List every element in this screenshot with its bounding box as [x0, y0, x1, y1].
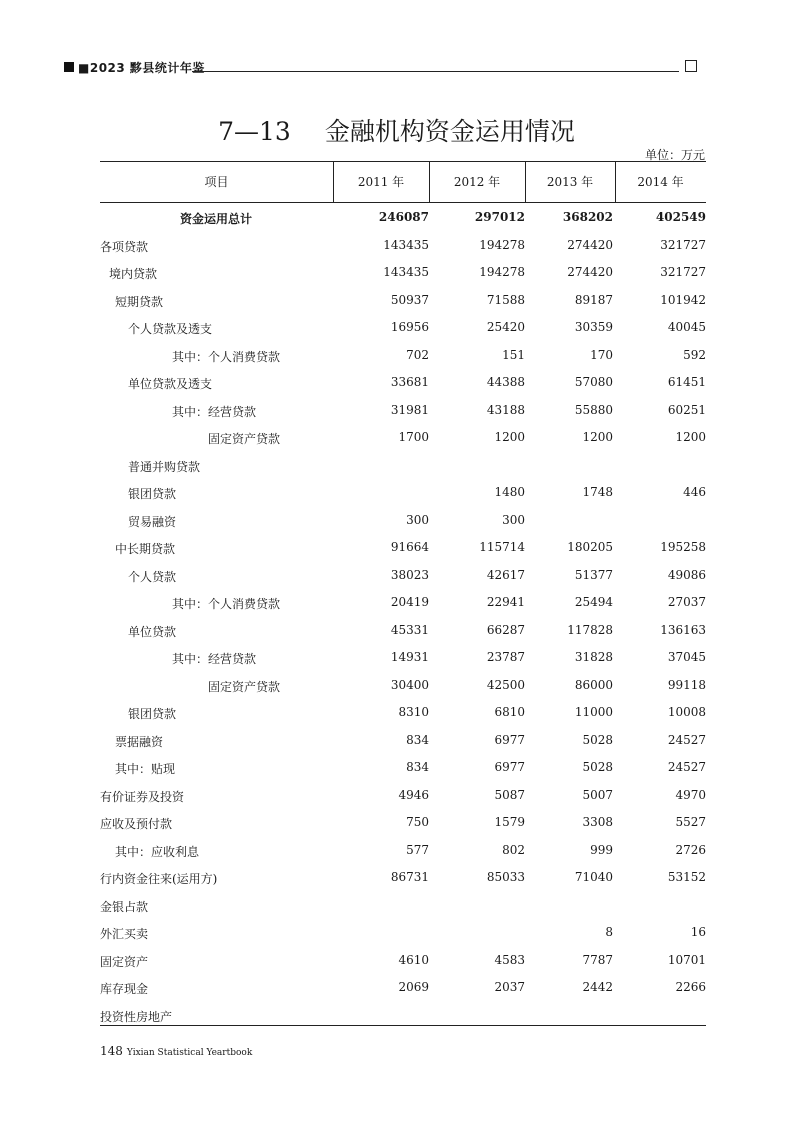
cell-value: 50937	[390, 292, 429, 307]
cell-value: 30400	[390, 677, 429, 692]
cell-value: 24527	[667, 760, 706, 774]
header-rule	[192, 71, 679, 72]
cell-value: 999	[590, 842, 613, 857]
cell-value: 16956	[390, 320, 429, 334]
cell-value: 89187	[574, 292, 613, 307]
table-row	[100, 617, 706, 644]
cell-value: 4970	[675, 787, 706, 802]
row-label: 单位贷款及透支	[128, 377, 213, 391]
cell-value: 5007	[582, 787, 613, 802]
cell-value: 61451	[667, 375, 706, 389]
cell-value: 25494	[574, 595, 613, 609]
cell-value: 577	[406, 842, 429, 857]
cell-value: 99118	[667, 677, 706, 692]
cell-value: 23787	[486, 650, 525, 664]
table-row	[100, 534, 706, 561]
table-row	[100, 644, 706, 671]
table-row	[100, 452, 706, 479]
running-header	[64, 60, 697, 74]
cell-value: 115714	[479, 540, 525, 554]
table-row	[100, 232, 706, 259]
cell-value: 834	[406, 760, 429, 774]
column-header-2014: 2014 年	[637, 175, 684, 189]
table-row	[100, 919, 706, 946]
cell-value: 1480	[494, 485, 525, 499]
cell-value: 101942	[660, 292, 706, 307]
data-table	[100, 161, 706, 1024]
row-label: 库存现金	[100, 982, 149, 996]
cell-value: 4583	[494, 952, 525, 967]
table-header	[100, 161, 706, 203]
cell-value: 274420	[567, 265, 613, 279]
row-label: 资金运用总计	[180, 212, 253, 226]
cell-value: 1579	[494, 815, 525, 829]
cell-value: 2726	[675, 842, 706, 857]
cell-value: 6977	[494, 760, 525, 774]
cell-value: 86000	[574, 677, 613, 692]
row-label: 票据融资	[115, 734, 164, 749]
cell-value: 37045	[667, 650, 706, 664]
cell-value: 194278	[479, 265, 525, 279]
cell-value: 31981	[390, 402, 429, 417]
table-row	[100, 287, 706, 314]
cell-value: 297012	[474, 210, 525, 224]
cell-value: 53152	[667, 870, 706, 884]
row-label: 短期贷款	[115, 294, 164, 309]
cell-value: 6977	[494, 732, 525, 747]
table-row	[100, 864, 706, 891]
cell-value: 194278	[479, 237, 525, 252]
table-row	[100, 809, 706, 836]
table-number: 7—13	[218, 117, 291, 146]
cell-value: 30359	[574, 320, 613, 334]
cell-value: 321727	[660, 237, 706, 252]
cell-value: 143435	[383, 265, 429, 279]
cell-value: 71040	[574, 870, 613, 884]
cell-value: 86731	[390, 870, 429, 884]
cell-value: 42617	[486, 567, 525, 582]
table-row	[100, 782, 706, 809]
cell-value: 7787	[582, 952, 613, 967]
cell-value: 2069	[398, 980, 429, 994]
table-row	[100, 562, 706, 589]
cell-value: 16	[690, 925, 706, 939]
cell-value: 71588	[486, 292, 525, 307]
running-header-text: ■2023 黟县统计年鉴	[78, 61, 205, 75]
cell-value: 55880	[574, 402, 613, 417]
column-header-item: 项目	[204, 175, 229, 189]
cell-value: 246087	[378, 210, 429, 224]
row-label: 固定资产贷款	[208, 679, 281, 694]
cell-value: 49086	[667, 567, 706, 582]
cell-value: 66287	[486, 622, 525, 637]
cell-value: 4610	[398, 952, 429, 967]
cell-value: 45331	[390, 622, 429, 637]
cell-value: 5527	[675, 815, 706, 829]
cell-value: 1748	[582, 485, 613, 499]
cell-value: 195258	[660, 540, 706, 554]
cell-value: 43188	[486, 402, 525, 417]
checkbox-outline-icon	[685, 60, 697, 72]
table-row	[100, 754, 706, 781]
cell-value: 170	[590, 347, 613, 362]
cell-value: 5028	[582, 732, 613, 747]
cell-value: 31828	[574, 650, 613, 664]
row-label: 金银占款	[100, 899, 149, 914]
cell-value: 136163	[660, 622, 706, 637]
page-title	[0, 112, 793, 148]
cell-value: 321727	[660, 265, 706, 279]
cell-value: 22941	[486, 595, 525, 609]
cell-value: 3308	[582, 815, 613, 829]
cell-value: 1200	[582, 430, 613, 444]
unit-label: 单位：万元	[644, 148, 705, 162]
table-row	[100, 727, 706, 754]
cell-value: 151	[502, 347, 525, 362]
row-label: 各项贷款	[100, 239, 149, 254]
table-row	[100, 204, 706, 231]
cell-value: 33681	[390, 375, 429, 389]
column-header-2013: 2013 年	[546, 175, 594, 189]
cell-value: 42500	[486, 677, 525, 692]
row-label: 应收及预付款	[100, 817, 173, 831]
row-label: 投资性房地产	[100, 1009, 173, 1024]
cell-value: 14931	[390, 650, 429, 664]
table-row	[100, 672, 706, 699]
book-name: Yixian Statistical Yeartbook	[126, 1048, 253, 1058]
cell-value: 57080	[574, 375, 613, 389]
row-label: 其中：应收利息	[115, 844, 200, 859]
cell-value: 5087	[494, 787, 525, 802]
cell-value: 51377	[574, 567, 613, 582]
table-row	[100, 892, 706, 919]
cell-value: 25420	[486, 320, 525, 334]
row-label: 行内资金往来(运用方)	[100, 872, 218, 886]
cell-value: 446	[683, 485, 706, 499]
cell-value: 834	[406, 732, 429, 747]
table-row	[100, 369, 706, 396]
row-label: 固定资产贷款	[208, 432, 281, 446]
row-label: 外汇买卖	[100, 927, 149, 941]
cell-value: 44388	[486, 375, 525, 389]
cell-value: 402549	[655, 210, 706, 224]
row-label: 银团贷款	[128, 487, 177, 501]
cell-value: 300	[502, 512, 525, 527]
table-row	[100, 259, 706, 286]
row-label: 普通并购贷款	[128, 459, 201, 474]
table-row	[100, 479, 706, 506]
cell-value: 2266	[675, 980, 706, 994]
cell-value: 368202	[562, 210, 613, 224]
row-label: 个人贷款	[128, 569, 177, 584]
cell-value: 40045	[667, 320, 706, 334]
cell-value: 6810	[494, 705, 525, 719]
row-label: 其中：个人消费贷款	[172, 597, 281, 611]
table-title: 金融机构资金运用情况	[324, 117, 575, 146]
table-row	[100, 947, 706, 974]
table-row	[100, 397, 706, 424]
cell-value: 117828	[567, 622, 613, 637]
cell-value: 1200	[675, 430, 706, 444]
row-label: 固定资产	[100, 954, 149, 969]
row-label: 其中：经营贷款	[172, 652, 257, 666]
column-header-2012: 2012 年	[453, 175, 501, 189]
cell-value: 300	[406, 512, 429, 527]
cell-value: 24527	[667, 732, 706, 747]
cell-value: 1200	[494, 430, 525, 444]
row-label: 个人贷款及透支	[128, 322, 213, 336]
square-bullet-icon	[64, 62, 74, 72]
cell-value: 143435	[383, 237, 429, 252]
cell-value: 750	[406, 815, 429, 829]
cell-value: 8	[605, 925, 613, 939]
cell-value: 11000	[574, 705, 613, 719]
row-label: 单位贷款	[128, 624, 177, 639]
row-label: 其中：贴现	[115, 762, 176, 776]
table-row	[100, 699, 706, 726]
row-label: 贸易融资	[128, 514, 177, 529]
table-row	[100, 342, 706, 369]
table-row	[100, 424, 706, 451]
table-row	[100, 974, 706, 1001]
row-label: 其中：经营贷款	[172, 404, 257, 419]
cell-value: 60251	[667, 402, 706, 417]
table-row	[100, 1002, 706, 1029]
cell-value: 592	[683, 347, 706, 362]
cell-value: 91664	[390, 540, 429, 554]
cell-value: 5028	[582, 760, 613, 774]
row-label: 中长期贷款	[115, 542, 176, 556]
cell-value: 2037	[494, 980, 525, 994]
table-row	[100, 589, 706, 616]
row-label: 其中：个人消费贷款	[172, 349, 281, 364]
cell-value: 20419	[390, 595, 429, 609]
cell-value: 4946	[398, 787, 429, 802]
page-number: 148	[100, 1044, 123, 1058]
cell-value: 10701	[667, 952, 706, 967]
cell-value: 802	[502, 842, 525, 857]
column-header-2011: 2011 年	[357, 175, 405, 189]
cell-value: 10008	[667, 705, 706, 719]
cell-value: 8310	[398, 705, 429, 719]
cell-value: 38023	[390, 567, 429, 582]
cell-value: 85033	[486, 870, 525, 884]
cell-value: 274420	[567, 237, 613, 252]
cell-value: 2442	[582, 980, 613, 994]
cell-value: 27037	[667, 595, 706, 609]
table-row	[100, 314, 706, 341]
table-row	[100, 507, 706, 534]
table-row	[100, 837, 706, 864]
cell-value: 702	[406, 347, 429, 362]
row-label: 有价证券及投资	[100, 789, 185, 804]
row-label: 境内贷款	[109, 267, 158, 281]
cell-value: 180205	[567, 540, 613, 554]
row-label: 银团贷款	[128, 707, 177, 721]
page-footer	[100, 1040, 252, 1059]
cell-value: 1700	[398, 430, 429, 444]
